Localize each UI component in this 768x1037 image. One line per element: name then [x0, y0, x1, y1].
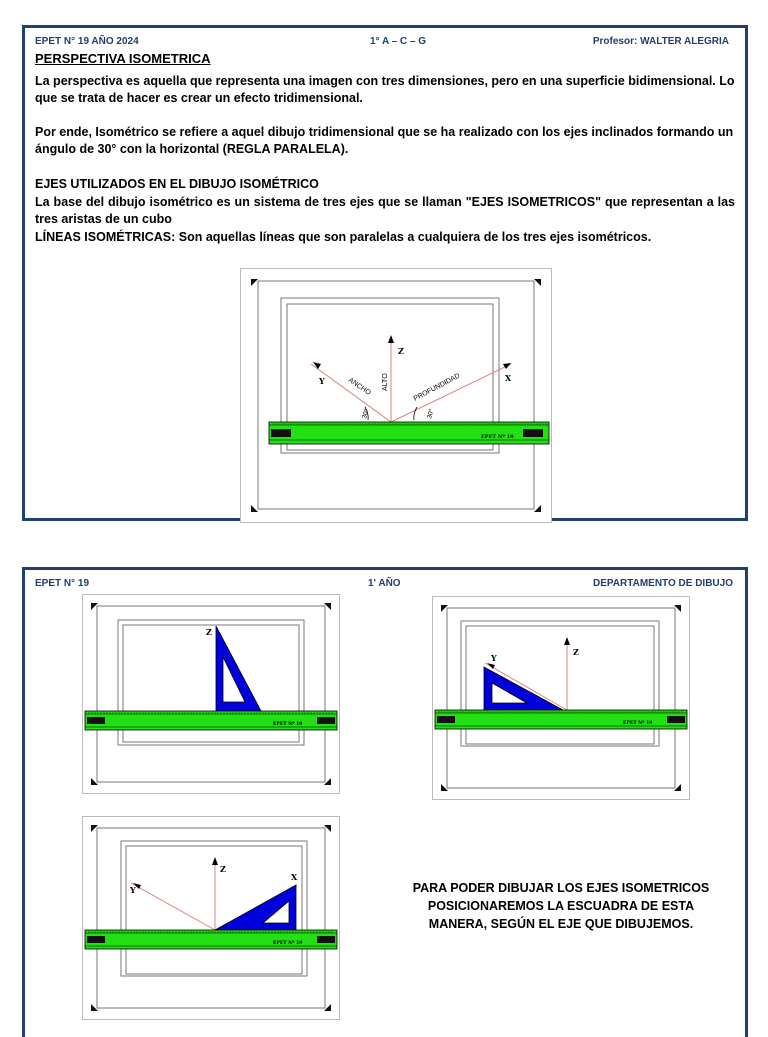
paragraph-isometric: Por ende, Isométrico se refiere a aquel dibujo tridimensional que se ha realizado con los ejes inclinados formando un ángulo de 30° con la horizontal (REGLA PARALELA).	[35, 125, 734, 156]
school-header-2: EPET N° 19	[35, 578, 90, 589]
ruler-label: EPET Nº 19	[481, 434, 514, 440]
teacher-header: Profesor: WALTER ALEGRIA	[592, 36, 729, 47]
ruler-label: EPET Nº 19	[273, 941, 303, 946]
set-square-vertical	[216, 626, 261, 711]
set-square-right	[215, 885, 296, 930]
parallel-ruler	[269, 422, 549, 444]
y-axis-line	[131, 883, 215, 930]
alto-label: ALTO	[382, 373, 389, 391]
year-header: 1' AÑO	[368, 578, 401, 589]
y-axis-label: Y	[319, 376, 325, 386]
z-arrow-icon	[564, 637, 570, 645]
z-axis-square-figure	[82, 594, 340, 794]
z-axis-label: Z	[206, 627, 212, 637]
page-title: PERSPECTIVA ISOMETRICA	[35, 51, 211, 66]
paragraph-axes: La base del dibujo isométrico es un sistema de tres ejes que se llaman "EJES ISOMETRICOS" que representan a las tres aristas de un cubo	[35, 195, 735, 226]
corner-tack-icon	[534, 279, 541, 286]
parallel-ruler	[435, 710, 687, 729]
x-axis-label: X	[505, 373, 512, 383]
x-axis-label: X	[291, 872, 298, 882]
ancho-label: ANCHO	[346, 376, 372, 397]
x-arrow-icon	[503, 363, 511, 369]
corner-tack-icon	[534, 505, 541, 512]
drawing-board-diagram	[241, 269, 551, 522]
y-axis-square-figure	[432, 596, 690, 800]
ruler-label: EPET Nº 19	[623, 721, 653, 726]
z-axis-label: Z	[398, 346, 404, 356]
paragraph-perspective: La perspectiva es aquella que representa una imagen con tres dimensiones, pero en una superficie bidimensional. Lo que se trata de hacer es crear un efecto tridimensional.	[35, 74, 735, 105]
x-axis-square-figure	[82, 816, 340, 1020]
paragraph-isometric-lines: LÍNEAS ISOMÉTRICAS: Son aquellas líneas que son paralelas a cualquiera de los tres ejes isométricos.	[35, 230, 652, 244]
parallel-ruler	[85, 711, 337, 730]
ruler-label: EPET Nº 19	[273, 722, 303, 727]
z-arrow-icon	[388, 335, 394, 343]
z-axis-label: Z	[573, 647, 579, 657]
corner-tack-icon	[251, 279, 258, 286]
angle-label-left: 30°	[361, 408, 371, 420]
instruction-note: PARA PODER DIBUJAR LOS EJES ISOMETRICOS POSICIONAREMOS LA ESCUADRA DE ESTA MANERA, SEGÚN EL EJE QUE DIBUJEMOS.	[412, 881, 710, 931]
department-header: DEPARTAMENTO DE DIBUJO	[592, 578, 733, 589]
worksheet-page-2	[22, 567, 748, 1037]
angle-arc-right	[414, 407, 417, 420]
z-arrow-icon	[212, 857, 218, 865]
parallel-ruler	[85, 930, 337, 949]
corner-tack-icon	[251, 505, 258, 512]
course-header: 1° A – C – G	[370, 36, 427, 47]
worksheet-page-1	[22, 25, 748, 521]
y-axis-line	[311, 364, 391, 422]
isometric-axes-figure	[240, 268, 552, 523]
angle-label-right: 30°	[426, 408, 436, 420]
y-axis-label: Y	[130, 885, 136, 895]
z-axis-label: Z	[220, 864, 226, 874]
y-axis-label: Y	[491, 653, 497, 663]
set-square-left	[484, 667, 563, 710]
school-header: EPET N° 19 AÑO 2024	[35, 36, 139, 47]
profundidad-label: PROFUNDIDAD	[412, 372, 462, 403]
section-subtitle: EJES UTILIZADOS EN EL DIBUJO ISOMÉTRICO	[35, 177, 319, 191]
